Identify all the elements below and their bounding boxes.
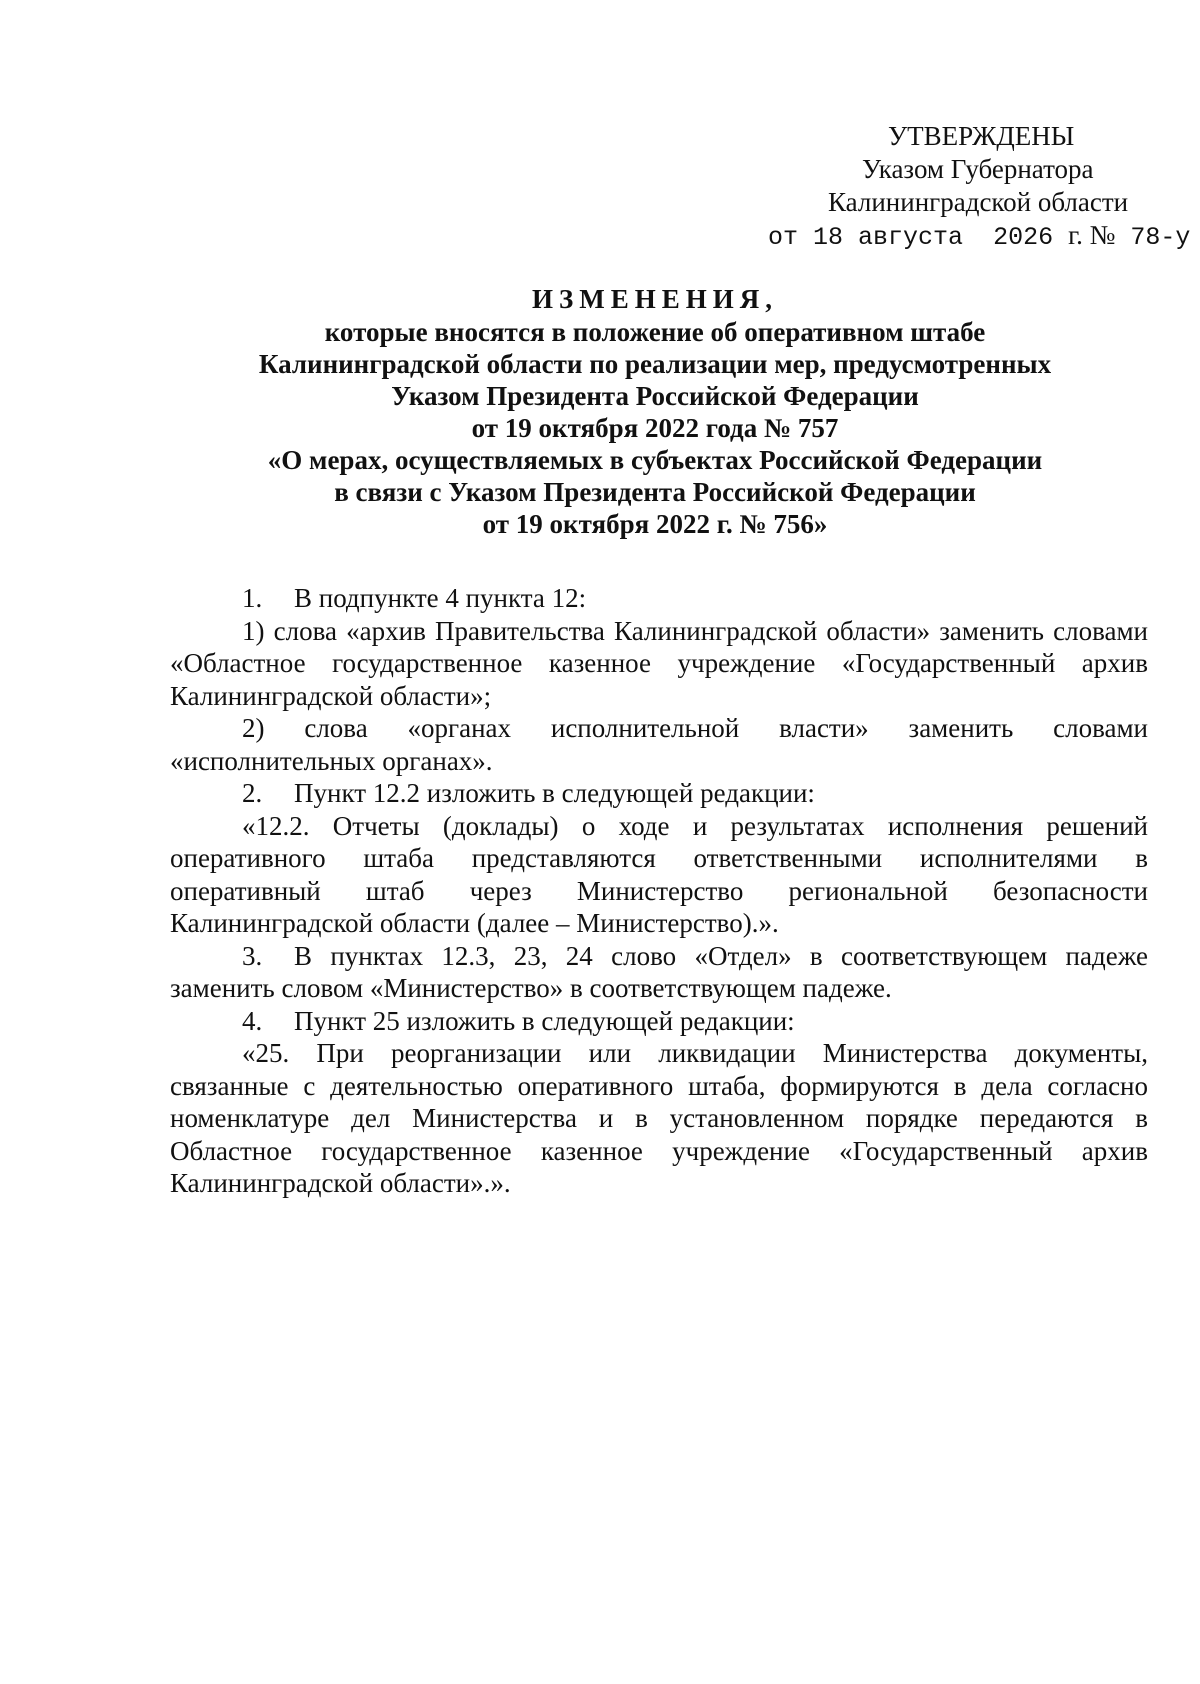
subparagraph-1-1: 1) слова «архив Правительства Калининградской области» заменить словами «Областное государственное казенное учреждение «Государственный архив Калининградской области»; <box>170 615 1148 711</box>
title-line: «О мерах, осуществляемых в субъектах Российской Федерации <box>267 445 1043 475</box>
paragraph-text: Пункт 12.2 изложить в следующей редакции: <box>294 778 815 808</box>
approval-year: 2026 <box>993 223 1054 252</box>
approval-authority: Указом Губернатора <box>862 154 1094 184</box>
paragraph-number: 3. <box>242 940 263 971</box>
paragraph-number: 4. <box>242 1005 263 1036</box>
title-line: в связи с Указом Президента Российской Федерации <box>334 477 976 507</box>
title-line: Калининградской области по реализации мер, предусмотренных <box>258 349 1052 379</box>
quote-12-2: «12.2. Отчеты (доклады) о ходе и результатах исполнения решений оперативного штаба представляются ответственными исполнителями в оперативный штаб через Министерство региональной безопасности Калининградской области (далее – Министерство).». <box>170 810 1148 938</box>
paragraph-text: Пункт 25 изложить в следующей редакции: <box>294 1005 795 1036</box>
paragraph-number: 1. <box>242 583 263 613</box>
quote-25: «25. При реорганизации или ликвидации Министерства документы, связанные с деятельностью оперативного штаба, формируются в дела согласно номенклатуре дел Министерства и в установленном порядке передаются в Областное государственное казенное учреждение «Государственный архив Калининградской области».». <box>170 1038 1148 1198</box>
approval-number: 78-у <box>1130 223 1191 252</box>
title-line: которые вносятся в положение об оперативном штабе <box>324 317 986 347</box>
title-line: от 19 октября 2022 года № 757 <box>471 413 839 443</box>
document-body <box>170 582 1148 1200</box>
paragraph-text: В подпункте 4 пункта 12: <box>294 583 587 613</box>
paragraph-number: 2. <box>242 778 263 808</box>
title-heading: ИЗМЕНЕНИЯ, <box>531 284 778 314</box>
paragraph-3 <box>170 940 1148 1005</box>
paragraph-1 <box>170 582 1148 615</box>
approval-year-suffix: г. № <box>1068 220 1116 250</box>
subparagraph-1-2: 2) слова «органах исполнительной власти» заменить словами «исполнительных органах». <box>170 713 1148 776</box>
approval-status: УТВЕРЖДЕНЫ <box>888 121 1075 151</box>
paragraph-2 <box>170 777 1148 810</box>
approval-region: Калининградской области <box>828 187 1129 217</box>
paragraph-text: В пунктах 12.3, 23, 24 слово «Отдел» в соответствующем падеже заменить словом «Министерство» в соответствующем падеже. <box>170 940 1148 1003</box>
document-title <box>160 283 1150 540</box>
title-line: от 19 октября 2022 г. № 756» <box>482 509 828 539</box>
approval-stamp <box>768 120 1191 254</box>
title-line: Указом Президента Российской Федерации <box>391 381 919 411</box>
approval-date-number <box>768 219 1191 254</box>
approval-date: от 18 августа <box>768 223 964 252</box>
paragraph-4 <box>170 1005 1148 1038</box>
